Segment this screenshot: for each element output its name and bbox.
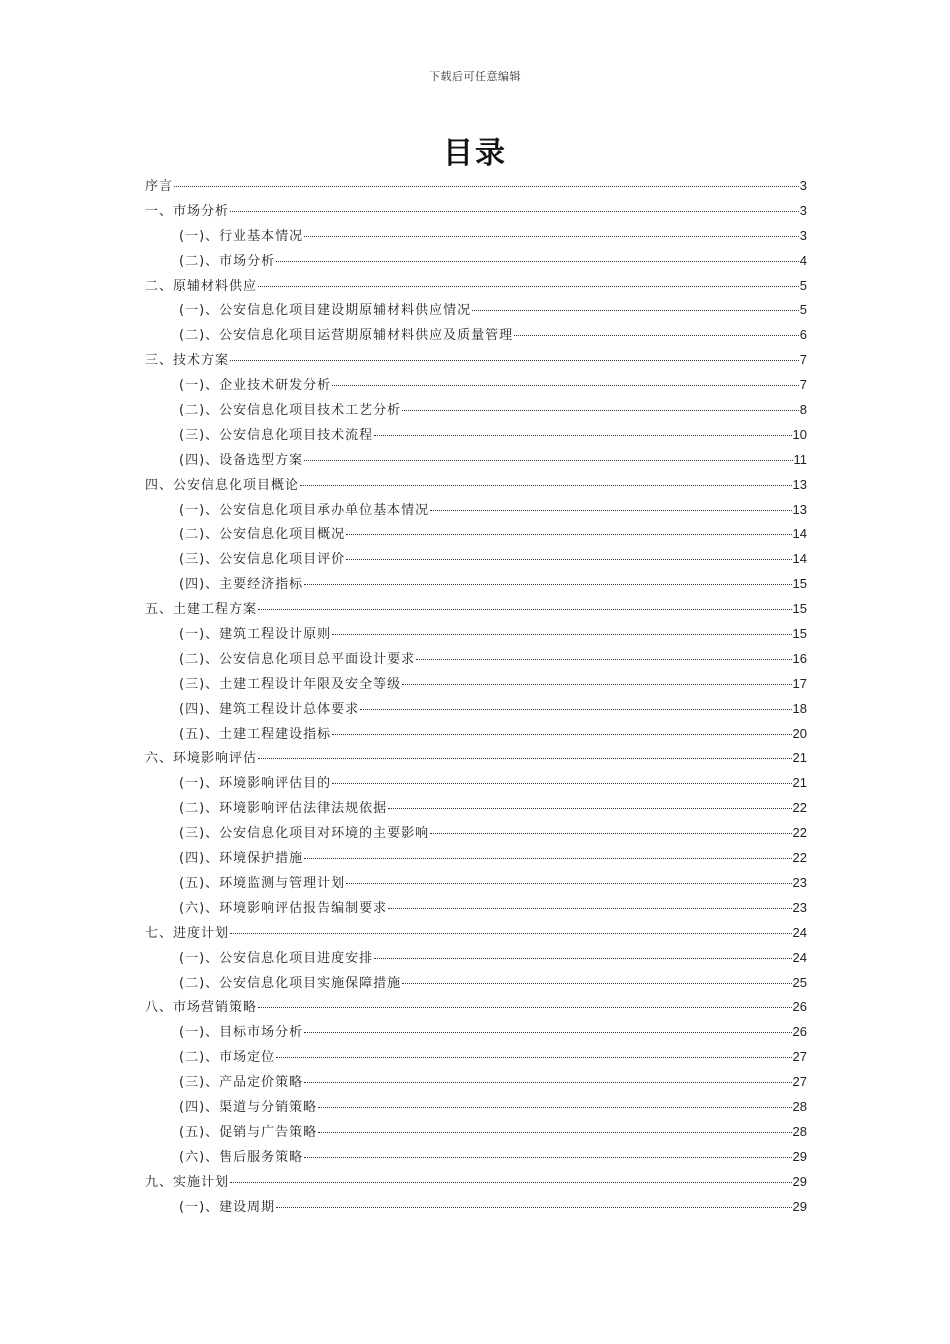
toc-entry-label: 八、市场营销策略	[145, 1000, 258, 1016]
toc-entry-section[interactable]	[145, 423, 807, 448]
toc-entry-section[interactable]	[145, 946, 807, 971]
dot-leader	[304, 1082, 791, 1083]
dot-leader	[258, 758, 792, 759]
toc-entry-label: (一)、公安信息化项目进度安排	[179, 950, 374, 966]
header-note: 下载后可任意编辑	[429, 70, 521, 83]
toc-entry-page-number: 15	[792, 626, 807, 642]
toc-entry-page-number: 13	[792, 501, 807, 517]
toc-entry-page-number: 7	[799, 377, 807, 393]
toc-entry-section[interactable]	[145, 647, 807, 672]
dot-leader	[402, 410, 799, 411]
toc-entry-chapter[interactable]	[145, 921, 807, 946]
toc-entry-label: (二)、市场定位	[179, 1050, 276, 1066]
toc-entry-page-number: 26	[792, 1024, 807, 1040]
dot-leader	[230, 211, 799, 212]
dot-leader	[300, 485, 792, 486]
toc-entry-section[interactable]	[145, 522, 807, 547]
toc-entry-page-number: 21	[792, 775, 807, 791]
toc-entry-label: (五)、土建工程建设指标	[179, 726, 332, 742]
toc-entry-chapter[interactable]	[145, 473, 807, 498]
dot-leader	[230, 360, 799, 361]
toc-entry-page-number: 3	[799, 202, 807, 218]
toc-entry-label: (三)、产品定价策略	[179, 1075, 304, 1091]
toc-entry-label: (一)、环境影响评估目的	[179, 776, 332, 792]
toc-entry-page-number: 22	[792, 825, 807, 841]
toc-entry-section[interactable]	[145, 846, 807, 871]
toc-entry-page-number: 17	[792, 675, 807, 691]
dot-leader	[304, 460, 792, 461]
toc-entry-page-number: 29	[792, 1198, 807, 1214]
toc-entry-section[interactable]	[145, 871, 807, 896]
toc-entry-page-number: 26	[792, 999, 807, 1015]
toc-entry-page-number: 10	[792, 426, 807, 442]
toc-entry-section[interactable]	[145, 1095, 807, 1120]
dot-leader	[388, 908, 791, 909]
toc-entry-page-number: 6	[799, 327, 807, 343]
toc-entry-label: 三、技术方案	[145, 353, 230, 369]
toc-entry-page-number: 29	[792, 1173, 807, 1189]
toc-entry-label: 七、进度计划	[145, 925, 230, 941]
toc-entry-label: 四、公安信息化项目概论	[145, 477, 300, 493]
table-of-contents	[145, 174, 807, 1219]
toc-entry-section[interactable]	[145, 722, 807, 747]
toc-entry-label: (二)、市场分析	[179, 253, 276, 269]
toc-entry-page-number: 22	[792, 850, 807, 866]
dot-leader	[304, 1032, 791, 1033]
dot-leader	[472, 310, 799, 311]
toc-entry-label: (一)、建筑工程设计原则	[179, 627, 332, 643]
toc-entry-label: (一)、建设周期	[179, 1199, 276, 1215]
dot-leader	[258, 286, 799, 287]
toc-entry-chapter[interactable]	[145, 995, 807, 1020]
toc-entry-label: 六、环境影响评估	[145, 751, 258, 767]
toc-entry-label: (二)、公安信息化项目实施保障措施	[179, 975, 402, 991]
toc-entry-page-number: 3	[799, 178, 807, 193]
toc-entry-section[interactable]	[145, 1145, 807, 1170]
toc-entry-section[interactable]	[145, 547, 807, 572]
toc-entry-label: 二、原辅材料供应	[145, 278, 258, 294]
toc-entry-section[interactable]	[145, 1195, 807, 1220]
toc-entry-page-number: 18	[792, 700, 807, 716]
toc-entry-section[interactable]	[145, 249, 807, 274]
toc-entry-page-number: 28	[792, 1098, 807, 1114]
toc-entry-page-number: 20	[792, 725, 807, 741]
toc-entry-label: (二)、公安信息化项目总平面设计要求	[179, 651, 416, 667]
toc-entry-label: (一)、企业技术研发分析	[179, 378, 332, 394]
toc-entry-label: (二)、公安信息化项目运营期原辅材料供应及质量管理	[179, 328, 514, 344]
toc-entry-page-number: 21	[792, 750, 807, 766]
dot-leader	[346, 883, 791, 884]
toc-entry-section[interactable]	[145, 572, 807, 597]
toc-entry-section[interactable]	[145, 771, 807, 796]
toc-entry-section[interactable]	[145, 672, 807, 697]
toc-entry-page-number: 4	[799, 252, 807, 268]
toc-entry-page-number: 24	[792, 924, 807, 940]
dot-leader	[360, 709, 791, 710]
dot-leader	[230, 1182, 792, 1183]
toc-entry-label: 序言	[145, 179, 174, 194]
toc-entry-section[interactable]	[145, 373, 807, 398]
toc-entry-label: (五)、促销与广告策略	[179, 1124, 318, 1140]
toc-entry-section[interactable]	[145, 1070, 807, 1095]
toc-entry-label: 一、市场分析	[145, 203, 230, 219]
toc-entry-label: (四)、建筑工程设计总体要求	[179, 701, 360, 717]
toc-entry-page-number: 15	[792, 576, 807, 592]
toc-entry-label: (一)、公安信息化项目承办单位基本情况	[179, 502, 430, 518]
dot-leader	[230, 933, 792, 934]
toc-entry-page-number: 27	[792, 1074, 807, 1090]
toc-entry-section[interactable]	[145, 1120, 807, 1145]
dot-leader	[514, 335, 799, 336]
toc-entry-chapter[interactable]	[145, 174, 807, 199]
toc-entry-page-number: 5	[799, 277, 807, 293]
dot-leader	[276, 261, 799, 262]
dot-leader	[332, 385, 799, 386]
toc-entry-label: (四)、设备选型方案	[179, 452, 304, 468]
dot-leader	[388, 808, 791, 809]
dot-leader	[402, 983, 791, 984]
toc-entry-page-number: 27	[792, 1049, 807, 1065]
toc-title: 目录	[443, 136, 507, 171]
toc-entry-page-number: 7	[799, 352, 807, 368]
toc-entry-chapter[interactable]	[145, 199, 807, 224]
toc-entry-section[interactable]	[145, 498, 807, 523]
toc-entry-section[interactable]	[145, 697, 807, 722]
toc-entry-label: (一)、目标市场分析	[179, 1025, 304, 1041]
dot-leader	[332, 783, 791, 784]
toc-entry-section[interactable]	[145, 323, 807, 348]
dot-leader	[258, 1007, 792, 1008]
toc-entry-label: (六)、环境影响评估报告编制要求	[179, 900, 388, 916]
toc-entry-label: (二)、公安信息化项目概况	[179, 527, 346, 543]
toc-entry-page-number: 22	[792, 800, 807, 816]
toc-entry-label: 九、实施计划	[145, 1174, 230, 1190]
toc-entry-label: (四)、主要经济指标	[179, 577, 304, 593]
dot-leader	[346, 559, 791, 560]
toc-entry-page-number: 3	[799, 227, 807, 243]
toc-entry-page-number: 23	[792, 899, 807, 915]
dot-leader	[346, 534, 791, 535]
toc-entry-chapter[interactable]	[145, 274, 807, 299]
toc-entry-label: (一)、公安信息化项目建设期原辅材料供应情况	[179, 303, 472, 319]
toc-entry-section[interactable]	[145, 448, 807, 473]
dot-leader	[402, 684, 791, 685]
dot-leader	[258, 609, 792, 610]
dot-leader	[304, 584, 791, 585]
toc-entry-label: 五、土建工程方案	[145, 602, 258, 618]
dot-leader	[304, 1157, 791, 1158]
toc-entry-label: (三)、公安信息化项目评价	[179, 552, 346, 568]
toc-entry-page-number: 25	[792, 974, 807, 990]
toc-entry-chapter[interactable]	[145, 1170, 807, 1195]
toc-entry-section[interactable]	[145, 622, 807, 647]
toc-entry-page-number: 16	[792, 650, 807, 666]
dot-leader	[332, 634, 791, 635]
dot-leader	[276, 1057, 791, 1058]
toc-entry-section[interactable]	[145, 796, 807, 821]
dot-leader	[304, 236, 799, 237]
dot-leader	[318, 1132, 791, 1133]
toc-entry-label: (三)、公安信息化项目技术流程	[179, 427, 374, 443]
toc-entry-section[interactable]	[145, 398, 807, 423]
toc-entry-label: (二)、环境影响评估法律法规依据	[179, 801, 388, 817]
toc-entry-section[interactable]	[145, 1020, 807, 1045]
dot-leader	[318, 1107, 791, 1108]
toc-entry-chapter[interactable]	[145, 348, 807, 373]
toc-entry-section[interactable]	[145, 224, 807, 249]
toc-entry-label: (五)、环境监测与管理计划	[179, 875, 346, 891]
toc-entry-label: (四)、环境保护措施	[179, 851, 304, 867]
toc-entry-section[interactable]	[145, 896, 807, 921]
dot-leader	[174, 186, 799, 187]
toc-entry-page-number: 13	[792, 476, 807, 492]
toc-entry-page-number: 5	[799, 302, 807, 318]
toc-entry-chapter[interactable]	[145, 597, 807, 622]
toc-entry-label: (一)、行业基本情况	[179, 228, 304, 244]
dot-leader	[374, 435, 791, 436]
toc-entry-page-number: 11	[793, 451, 807, 467]
toc-entry-section[interactable]	[145, 971, 807, 996]
toc-entry-section[interactable]	[145, 1045, 807, 1070]
dot-leader	[416, 659, 791, 660]
toc-entry-page-number: 14	[792, 551, 807, 567]
dot-leader	[332, 734, 791, 735]
dot-leader	[430, 833, 791, 834]
toc-entry-label: (六)、售后服务策略	[179, 1149, 304, 1165]
dot-leader	[276, 1207, 791, 1208]
toc-entry-label: (二)、公安信息化项目技术工艺分析	[179, 403, 402, 419]
toc-entry-page-number: 29	[792, 1148, 807, 1164]
toc-entry-section[interactable]	[145, 298, 807, 323]
toc-entry-page-number: 28	[792, 1123, 807, 1139]
dot-leader	[304, 858, 791, 859]
toc-entry-page-number: 24	[792, 949, 807, 965]
toc-entry-label: (三)、土建工程设计年限及安全等级	[179, 676, 402, 692]
toc-entry-page-number: 8	[799, 402, 807, 418]
toc-entry-page-number: 15	[792, 601, 807, 617]
dot-leader	[430, 510, 791, 511]
toc-entry-label: (三)、公安信息化项目对环境的主要影响	[179, 826, 430, 842]
dot-leader	[374, 958, 791, 959]
toc-entry-section[interactable]	[145, 821, 807, 846]
toc-entry-page-number: 23	[792, 874, 807, 890]
toc-entry-page-number: 14	[792, 526, 807, 542]
toc-entry-chapter[interactable]	[145, 746, 807, 771]
toc-entry-label: (四)、渠道与分销策略	[179, 1099, 318, 1115]
